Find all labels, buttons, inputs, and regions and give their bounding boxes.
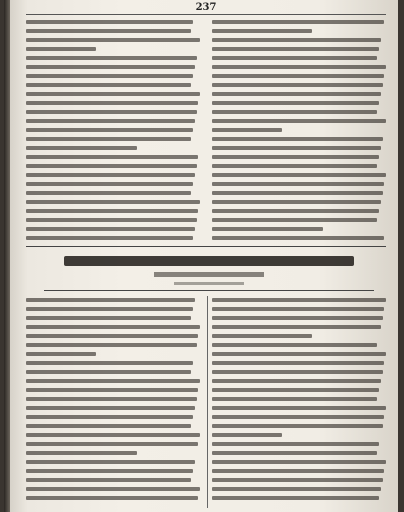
text-line-placeholder bbox=[26, 469, 193, 473]
text-line-placeholder bbox=[26, 38, 200, 42]
heading-rule bbox=[44, 290, 374, 291]
text-line-placeholder bbox=[212, 200, 381, 204]
text-line-placeholder bbox=[26, 433, 200, 437]
text-line-placeholder bbox=[212, 191, 383, 195]
text-line-placeholder bbox=[26, 361, 193, 365]
text-line-placeholder bbox=[212, 173, 386, 177]
text-line-placeholder bbox=[26, 164, 197, 168]
text-line-placeholder bbox=[212, 20, 384, 24]
text-line-placeholder bbox=[26, 173, 195, 177]
text-line-placeholder bbox=[212, 218, 377, 222]
text-line-placeholder bbox=[26, 298, 195, 302]
text-line-placeholder bbox=[26, 406, 195, 410]
text-line-placeholder bbox=[212, 137, 383, 141]
text-line-placeholder bbox=[26, 415, 193, 419]
text-line-placeholder bbox=[26, 209, 198, 213]
text-line-placeholder bbox=[212, 388, 379, 392]
text-line-placeholder bbox=[26, 424, 191, 428]
text-line-placeholder bbox=[26, 307, 193, 311]
text-line-placeholder bbox=[212, 47, 379, 51]
text-line-placeholder bbox=[26, 487, 200, 491]
section-heading bbox=[64, 256, 354, 268]
text-line-placeholder bbox=[26, 56, 197, 60]
text-line-placeholder bbox=[26, 478, 191, 482]
text-line-placeholder bbox=[212, 460, 386, 464]
text-line-placeholder bbox=[26, 352, 96, 356]
text-line-placeholder bbox=[26, 74, 193, 78]
text-line-placeholder bbox=[26, 397, 197, 401]
text-line-placeholder bbox=[212, 424, 383, 428]
text-line-placeholder bbox=[26, 155, 198, 159]
text-line-placeholder bbox=[26, 137, 191, 141]
text-line-placeholder bbox=[26, 29, 191, 33]
column-rule bbox=[207, 296, 208, 508]
text-line-placeholder bbox=[212, 469, 384, 473]
text-line-placeholder bbox=[26, 146, 137, 150]
text-line-placeholder bbox=[26, 128, 193, 132]
text-line-placeholder bbox=[212, 406, 386, 410]
text-line-placeholder bbox=[26, 119, 195, 123]
upper-left-column bbox=[26, 20, 202, 240]
text-line-placeholder bbox=[26, 83, 191, 87]
text-line-placeholder bbox=[212, 74, 384, 78]
text-line-placeholder bbox=[212, 182, 384, 186]
lower-right-column bbox=[212, 298, 388, 500]
text-line-placeholder bbox=[26, 110, 197, 114]
text-line-placeholder bbox=[26, 92, 200, 96]
text-line-placeholder bbox=[26, 227, 195, 231]
text-line-placeholder bbox=[26, 316, 191, 320]
text-line-placeholder bbox=[26, 442, 198, 446]
text-line-placeholder bbox=[212, 325, 381, 329]
text-line-placeholder bbox=[26, 334, 198, 338]
text-line-placeholder bbox=[212, 83, 383, 87]
text-line-placeholder bbox=[212, 56, 377, 60]
text-line-placeholder bbox=[212, 227, 323, 231]
header-rule bbox=[26, 14, 386, 15]
text-line-placeholder bbox=[26, 370, 191, 374]
text-line-placeholder bbox=[212, 298, 386, 302]
text-line-placeholder bbox=[26, 236, 193, 240]
text-line-placeholder bbox=[26, 65, 195, 69]
text-line-placeholder bbox=[212, 415, 384, 419]
text-line-placeholder bbox=[212, 361, 384, 365]
text-line-placeholder bbox=[26, 182, 193, 186]
text-line-placeholder bbox=[212, 433, 282, 437]
text-line-placeholder bbox=[26, 47, 96, 51]
text-line-placeholder bbox=[26, 343, 197, 347]
text-line-placeholder bbox=[212, 307, 384, 311]
text-line-placeholder bbox=[212, 65, 386, 69]
text-line-placeholder bbox=[26, 379, 200, 383]
text-line-placeholder bbox=[212, 397, 377, 401]
text-line-placeholder bbox=[212, 155, 379, 159]
text-line-placeholder bbox=[212, 487, 381, 491]
text-line-placeholder bbox=[26, 460, 195, 464]
text-line-placeholder bbox=[212, 478, 383, 482]
text-line-placeholder bbox=[212, 209, 379, 213]
text-line-placeholder bbox=[26, 218, 197, 222]
text-line-placeholder bbox=[26, 200, 200, 204]
author-line bbox=[154, 272, 264, 277]
document-page bbox=[4, 0, 398, 512]
text-line-placeholder bbox=[212, 128, 282, 132]
text-line-placeholder bbox=[26, 325, 200, 329]
text-line-placeholder bbox=[212, 334, 312, 338]
text-line-placeholder bbox=[212, 29, 312, 33]
text-line-placeholder bbox=[212, 343, 377, 347]
text-line-placeholder bbox=[212, 370, 383, 374]
text-line-placeholder bbox=[212, 379, 381, 383]
text-line-placeholder bbox=[26, 20, 193, 24]
text-line-placeholder bbox=[212, 451, 377, 455]
book-spine bbox=[4, 0, 10, 512]
text-line-placeholder bbox=[212, 38, 381, 42]
upper-right-column bbox=[212, 20, 388, 240]
text-line-placeholder bbox=[212, 316, 383, 320]
text-line-placeholder bbox=[212, 101, 379, 105]
text-line-placeholder bbox=[26, 451, 137, 455]
text-line-placeholder bbox=[212, 119, 386, 123]
text-line-placeholder bbox=[212, 352, 386, 356]
text-line-placeholder bbox=[212, 164, 377, 168]
section-divider bbox=[26, 246, 386, 247]
lower-left-column bbox=[26, 298, 202, 500]
text-line-placeholder bbox=[212, 146, 381, 150]
text-line-placeholder bbox=[212, 110, 377, 114]
text-line-placeholder bbox=[212, 496, 379, 500]
continued-note bbox=[174, 282, 244, 285]
text-line-placeholder bbox=[26, 388, 198, 392]
text-line-placeholder bbox=[212, 442, 379, 446]
text-line-placeholder bbox=[212, 92, 381, 96]
text-line-placeholder bbox=[26, 496, 198, 500]
text-line-placeholder bbox=[26, 101, 198, 105]
text-line-placeholder bbox=[212, 236, 384, 240]
page-number: 237 bbox=[195, 2, 217, 13]
text-line-placeholder bbox=[26, 191, 191, 195]
